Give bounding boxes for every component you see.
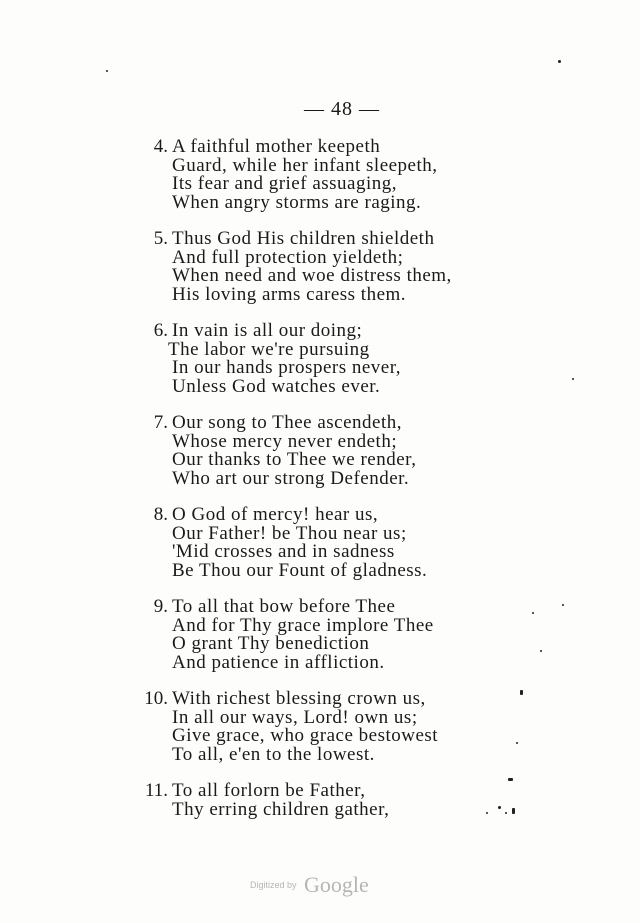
verse-lines [168,320,402,397]
verse-lines [172,230,452,304]
verse-line: The labor we're pursuing [168,338,370,360]
verse-number: 9. [153,596,168,617]
page-number: — 48 — [304,98,380,120]
verse-number: 8. [153,504,168,525]
scan-speck [558,60,561,63]
verse-line: Be Thou our Fount of gladness. [172,559,428,581]
verse-line: Its fear and grief assuaging, [172,173,398,195]
verse-line: Thus God His children shieldeth [172,228,435,249]
verse-line: O grant Thy benediction [172,633,370,655]
verse-11 [138,782,558,874]
verse-line: And for Thy grace implore Thee [172,614,434,636]
verse-4 [138,138,558,230]
verse-line: Unless God watches ever. [172,375,381,397]
verse-lines [172,414,416,488]
verse-line: 'Mid crosses and in sadness [172,541,395,563]
verse-line: Our song to Thee ascendeth, [172,412,403,433]
scan-speck [505,812,507,814]
verse-line: Whose mercy never endeth; [172,430,398,452]
scan-speck [540,650,542,652]
scan-speck [486,812,488,814]
scan-speck [106,70,108,72]
verse-number: 10. [144,688,168,709]
verse-line: His loving arms caress them. [172,283,407,305]
verse-6 [138,322,558,414]
scan-speck [498,806,501,809]
verse-lines [172,138,438,212]
verse-number: 7. [153,412,168,433]
verse-line: In vain is all our doing; [172,320,363,341]
verse-lines [172,690,438,764]
scan-speck [572,378,574,380]
verse-line: Who art our strong Defender. [172,467,410,489]
verse-lines [172,782,389,819]
verse-line: And patience in affliction. [172,651,385,673]
verse-line: To all that bow before Thee [172,596,396,617]
verse-5 [138,230,558,322]
verse-number: 4. [153,136,168,157]
verse-lines [172,598,434,672]
verse-number: 5. [153,228,168,249]
verse-line: When angry storms are raging. [172,191,422,213]
verse-number: 11. [144,780,168,801]
verse-line: In our hands prospers never, [172,357,402,379]
watermark-prefix: Digitized by [250,880,297,890]
verse-line: Guard, while her infant sleepeth, [172,154,438,176]
scan-speck [516,742,518,744]
verse-line: To all, e'en to the lowest. [172,743,375,765]
verse-line: And full protection yieldeth; [172,246,404,268]
digitized-watermark [250,872,369,898]
verse-lines [172,506,427,580]
verse-line: Our thanks to Thee we render, [172,449,417,471]
verse-9 [138,598,558,690]
verse-line: A faithful mother keepeth [172,136,381,157]
verse-line: In all our ways, Lord! own us; [172,706,418,728]
hymn-verses [138,138,558,874]
scan-speck [520,690,523,695]
verse-8 [138,506,558,598]
verse-10 [138,690,558,782]
verse-line: O God of mercy! hear us, [172,504,379,525]
scan-speck [512,808,515,814]
verse-line: To all forlorn be Father, [172,780,366,801]
verse-line: Thy erring children gather, [172,798,390,820]
verse-7 [138,414,558,506]
scan-speck [508,778,513,781]
verse-line: Our Father! be Thou near us; [172,522,407,544]
scan-speck [532,612,534,614]
verse-line: When need and woe distress them, [172,265,452,287]
verse-number: 6. [153,320,168,341]
scan-speck [562,604,564,606]
verse-line: Give grace, who grace bestowest [172,725,439,747]
watermark-brand: Google [303,872,369,897]
verse-line: With richest blessing crown us, [172,688,426,709]
